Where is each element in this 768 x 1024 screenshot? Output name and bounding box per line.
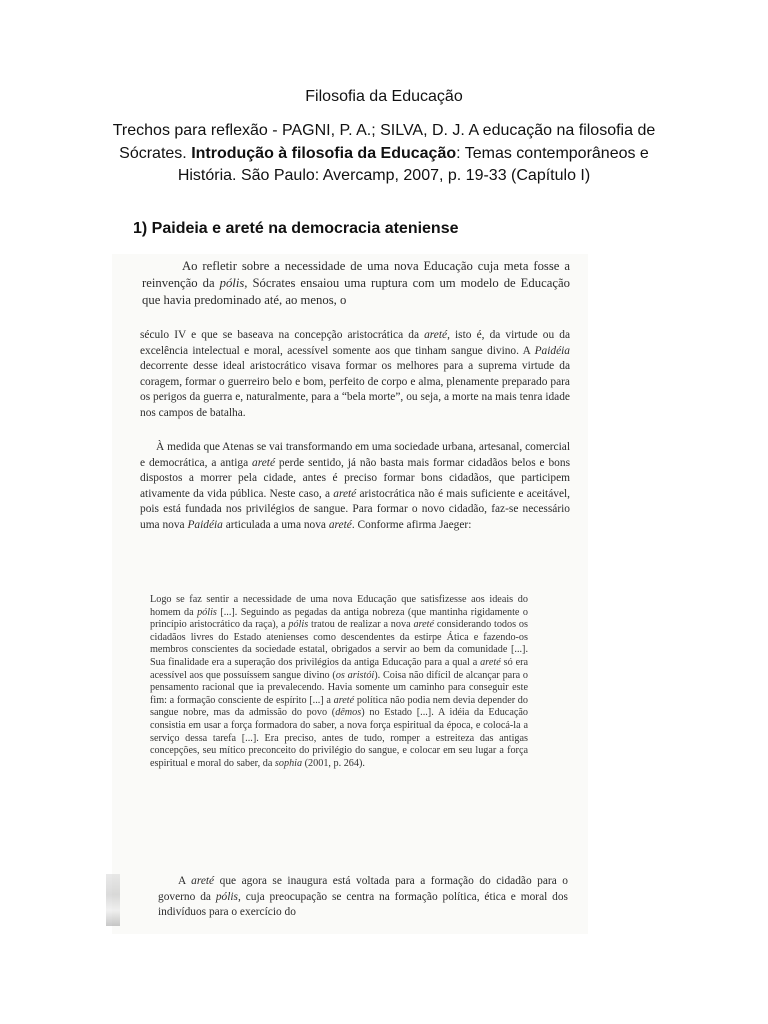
text-run: . Conforme afirma Jaeger:	[351, 518, 472, 531]
italic-term: areté	[252, 456, 276, 469]
text-run: aristocrática não é mais suficiente e aceitável, pois está fundada nos privilégios de sangue. Para formar o novo cidadão, faz-se necessário uma nova	[140, 487, 571, 531]
italic-term: areté	[328, 518, 352, 531]
italic-term: pólis	[215, 890, 238, 903]
text-run: considerando todos os cidadãos livres do Estado atenienses como descendentes da estirpe Ática e fazendo-os membros conscientes da sociedade estatal, obrigados a servir ao bem da comunidade [...]. Sua finalidade era a superação dos privilégios da antiga Educação para a qual a	[150, 619, 528, 668]
scan-paragraph-2	[140, 328, 570, 422]
text-run: (2001, p. 264).	[302, 757, 365, 769]
italic-term: dêmos	[335, 707, 362, 719]
margin-smudge	[106, 874, 120, 926]
text-run: articulada a uma nova	[222, 518, 329, 531]
text-run: ). Coisa não difícil de alcançar para o pensamento racional que ia prevalecendo. Havia somente um caminho para conseguir este fim: a formação consciente de espírito [...] a	[150, 669, 528, 706]
scan-paragraph-1	[142, 258, 570, 309]
text-run: , Sócrates ensaiou uma ruptura com um modelo de Educação que havia predominado até, ao menos, o	[142, 276, 570, 307]
text-run: política não podia nem devia depender do sangue nobre, mas da admissão do povo (	[150, 694, 528, 719]
text-run: Ao refletir sobre a necessidade de uma nova Educação cuja meta fosse a reinvenção da	[142, 259, 570, 290]
text-run: ) no Estado [...]. A idéia da Educação consistia em usar a força formadora do saber, a nova força espiritual da época, e colocá-la a serviço dessa tarefa [...]. Era preciso, antes de tudo, romper a estreiteza das antigas concepções, seu mítico preconceito do privilégio do sangue, e colocar em seu lugar a força espiritual e moral do saber, da	[150, 707, 528, 769]
bibliographic-reference	[100, 120, 668, 188]
reference-prefix: Trechos para reflexão - PAGNI, P. A.; SILVA, D. J. A educação na filosofia de Sócrates.	[112, 122, 656, 162]
reference-suffix: : Temas contemporâneos e História. São Paulo: Avercamp, 2007, p. 19-33 (Capítulo I)	[177, 144, 649, 184]
text-run: [...]. Seguindo as pegadas da antiga nobreza (que mantinha rigidamente o princípio aristocrático da raça), a	[150, 606, 528, 631]
text-run: que agora se inaugura está voltada para a formação do cidadão para o governo da	[158, 875, 568, 903]
text-run: , isto é, da virtude ou da excelência intelectual e moral, acessível somente aos que tinham sangue divino. A	[140, 329, 571, 357]
text-run: século IV e que se baseava na concepção aristocrática da	[140, 329, 425, 341]
scanned-book-page	[112, 254, 588, 934]
italic-term: pólis	[288, 619, 309, 631]
text-run: só era acessível aos que possuíssem sangue divino (	[150, 656, 529, 681]
italic-term: areté	[333, 694, 355, 706]
document-title: Filosofia da Educação	[305, 88, 463, 105]
italic-term: Paidéia	[187, 518, 223, 531]
italic-term: areté	[333, 487, 357, 500]
italic-term: pólis	[219, 276, 245, 290]
section-heading: 1) Paideia e areté na democracia ateniense	[133, 220, 459, 237]
italic-term: pólis	[197, 606, 217, 618]
reference-book-title: Introdução à filosofia da Educação	[191, 144, 457, 162]
italic-term: areté	[424, 329, 448, 341]
italic-term: os aristói	[335, 669, 375, 681]
italic-term: areté	[413, 619, 435, 631]
text-run: decorrente desse ideal aristocrático visava formar os melhores para a suprema virtude da coragem, formar o guerreiro belo e bom, perfeito de corpo e alma, plenamente preparado para os perigos da guerra e, naturalmente, para a “bela morte”, ou seja, a morte na mais tenra idade nos campos de batalha.	[140, 360, 570, 419]
italic-term: sophia	[274, 757, 303, 769]
italic-term: areté	[480, 656, 501, 668]
scan-block-quote	[150, 594, 528, 770]
scan-paragraph-4	[158, 874, 568, 921]
text-run: À medida que Atenas se vai transformando em uma sociedade urbana, artesanal, comercial e democrática, a antiga	[140, 441, 570, 469]
text-run: , cuja preocupação se centra na formação política, ética e moral dos indivíduos para o exercício do	[158, 890, 568, 919]
italic-term: areté	[191, 875, 215, 887]
text-run: A	[178, 875, 192, 887]
text-run: perde sentido, já não basta mais formar cidadãos belos e bons dispostos a morrer pela cidade, antes é preciso formar bons cidadãos, que participem ativamente da vida pública. Neste caso, a	[140, 456, 570, 500]
italic-term: Paidéia	[534, 344, 570, 357]
text-run: tratou de realizar a nova	[308, 619, 414, 631]
text-run: Logo se faz sentir a necessidade de uma nova Educação que satisfizesse aos ideais do homem da	[150, 594, 528, 618]
scan-paragraph-3	[140, 440, 570, 534]
